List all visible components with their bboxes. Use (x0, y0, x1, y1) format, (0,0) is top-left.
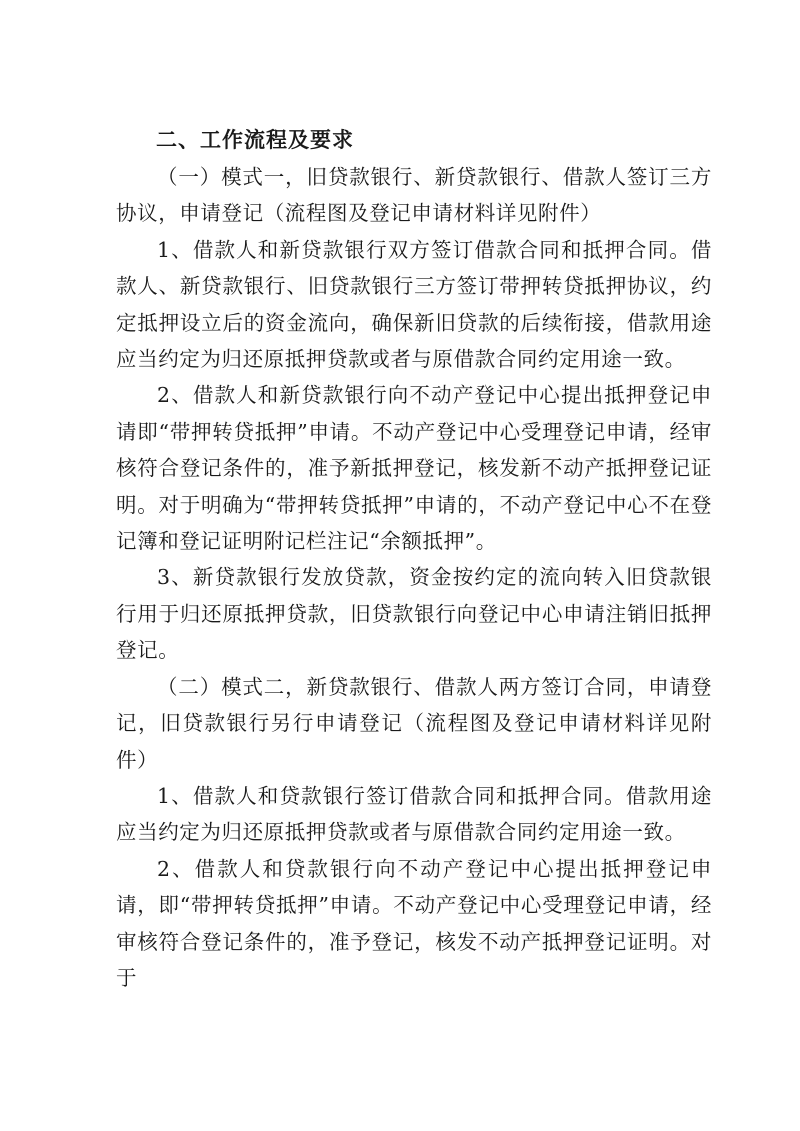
document-body (116, 124, 712, 996)
section-heading: 二、工作流程及要求 (156, 128, 354, 152)
paragraph-mode-two: （二）模式二，新贷款银行、借款人两方签订合同，申请登记，旧贷款银行另行申请登记（流程图及登记申请材料详见附件） (116, 674, 712, 772)
paragraph-mode-two-step-2: 2、借款人和贷款银行向不动产登记中心提出抵押登记申请，即“带押转贷抵押”申请。不动产登记中心受理登记申请，经审核符合登记条件的，准予登记，核发不动产抵押登记证明。对于 (116, 856, 712, 990)
paragraph-mode-one-step-2: 2、借款人和新贷款银行向不动产登记中心提出抵押登记申请即“带押转贷抵押”申请。不动产登记中心受理登记申请，经审核符合登记条件的，准予新抵押登记，核发新不动产抵押登记证明。对于明确为“带押转贷抵押”申请的，不动产登记中心不在登记簿和登记证明附记栏注记“余额抵押”。 (116, 383, 712, 554)
paragraph-mode-two-step-1: 1、借款人和贷款银行签订借款合同和抵押合同。借款用途应当约定为归还原抵押贷款或者与原借款合同约定用途一致。 (116, 783, 712, 845)
paragraph-mode-one-step-3: 3、新贷款银行发放贷款，资金按约定的流向转入旧贷款银行用于归还原抵押贷款，旧贷款银行向登记中心申请注销旧抵押登记。 (116, 565, 712, 663)
paragraph-mode-one-step-1: 1、借款人和新贷款银行双方签订借款合同和抵押合同。借款人、新贷款银行、旧贷款银行三方签订带押转贷抵押协议，约定抵押设立后的资金流向，确保新旧贷款的后续衔接，借款用途应当约定为归还原抵押贷款或者与原借款合同约定用途一致。 (116, 237, 712, 372)
paragraph-mode-one: （一）模式一，旧贷款银行、新贷款银行、借款人签订三方协议，申请登记（流程图及登记申请材料详见附件） (116, 165, 712, 226)
